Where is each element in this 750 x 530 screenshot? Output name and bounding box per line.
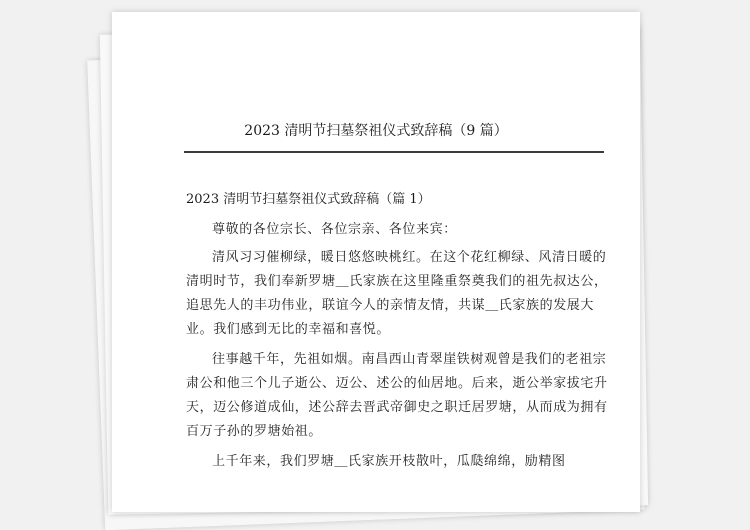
paragraph: 往事越千年，先祖如烟。南昌西山青翠崖铁树观曾是我们的老祖宗肃公和他三个儿子逝公、迈公、述公的仙居地。后来，逝公举家拔宅升天，迈公修道成仙，述公辞去晋武帝御史之职迁居罗塘，从而成为拥有百万子孙的罗塘始祖。	[186, 352, 608, 439]
title-divider	[184, 151, 604, 153]
document-title: 2023 清明节扫墓祭祖仪式致辞稿（9 篇）	[244, 123, 508, 139]
section-heading: 2023 清明节扫墓祭祖仪式致辞稿（篇 1）	[186, 192, 431, 207]
paragraph: 清风习习催柳绿，暖日悠悠映桃红。在这个花红柳绿、风清日暖的清明时节，我们奉新罗塘＿氏家族在这里隆重祭奠我们的祖先叔达公，追思先人的丰功伟业，联谊今人的亲情友情，共谋＿氏家族的发展大业。我们感到无比的幸福和喜悦。	[186, 250, 608, 337]
paragraph: 上千年来，我们罗塘＿氏家族开枝散叶，瓜瓞绵绵，励精图	[212, 454, 566, 469]
document-page	[112, 12, 640, 500]
paragraph-salutation: 尊敬的各位宗长、各位宗亲、各位来宾：	[212, 222, 457, 237]
document-body	[186, 218, 610, 480]
